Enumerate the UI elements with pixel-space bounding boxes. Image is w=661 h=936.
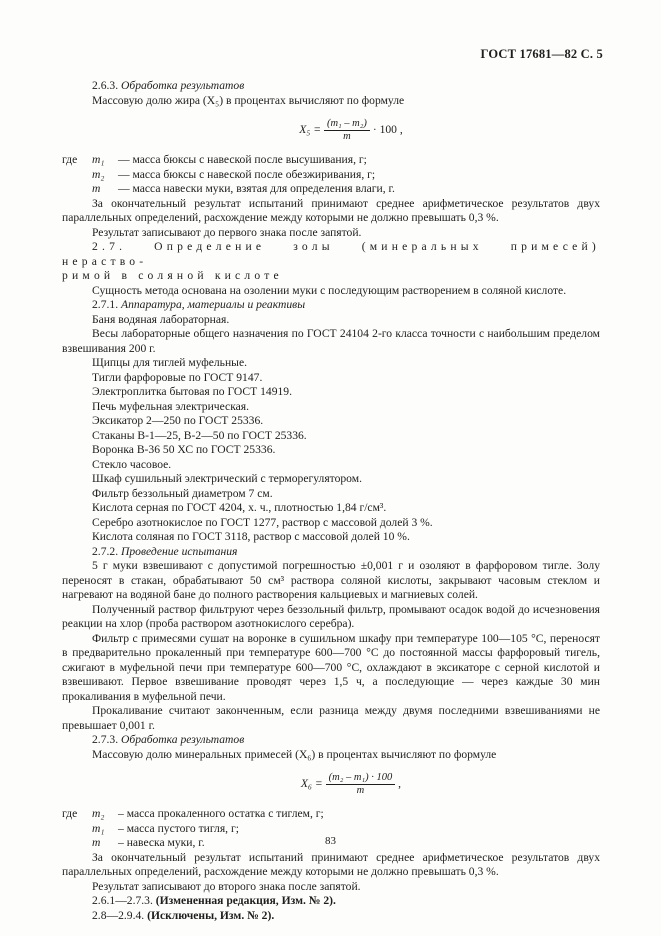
page-number: 83 <box>325 835 336 847</box>
amendment-note-2: 2.8—2.9.4. (Исключены, Изм. № 2). <box>92 908 275 922</box>
where-item: m – навеска муки, г. <box>92 836 205 849</box>
section-2-7-heading-line2: римой в соляной кислоте <box>62 269 283 282</box>
equipment-item: Стаканы В-1—25, В-2—50 по ГОСТ 25336. <box>92 428 307 442</box>
record-result-2: Результат записывают до второго знака после запятой. <box>92 879 361 893</box>
mass-fat-intro: Массовую долю жира (X₅) в процентах вычисляют по формуле <box>92 93 405 107</box>
section-2-7-2-heading: 2.7.2. Проведение испытания <box>92 544 238 558</box>
final-result-2: За окончательный результат испытаний принимают среднее арифметическое результатов двух параллельных определений, расхождение между которыми не должно превышать 0,3 %. <box>62 850 600 878</box>
mass-mineral-intro: Массовую долю минеральных примесей (X₆) в процентах вычисляют по формуле <box>92 747 497 761</box>
formula-x5: X₅ = $\frac{\text{(m₁ – m₂)}}{m}$ · 100 , <box>299 118 403 142</box>
record-result-1: Результат записывают до первого знака после запятой. <box>92 225 362 239</box>
equipment-item: Серебро азотнокислое по ГОСТ 1277, раствор с массовой долей 3 %. <box>92 515 433 529</box>
equipment-item: Стекло часовое. <box>92 457 172 471</box>
section-2-6-3-heading: 2.6.3. Обработка результатов <box>92 79 245 92</box>
equipment-item: Шкаф сушильный электрический с терморегулятором. <box>92 472 362 485</box>
equipment-item: Печь муфельная электрическая. <box>92 399 250 413</box>
equipment-list <box>62 313 600 545</box>
equipment-item: Тигли фарфоровые по ГОСТ 9147. <box>92 370 263 384</box>
procedure-paragraph: Фильтр с примесями сушат на воронке в сушильном шкафу при температуре 100—105 °С, переносят в предварительно прокаленный при температуре 600—700 °С до постоянной массы фарфоровый тигель, сжигают в муфельной печи при температуре 600—700 °С, охлаждают в эксикаторе с серной кислотой и взвешивают. Первое взвешивание проводят через 1,5 ч, а последующие — через каждые 30 мин прокаливания в муфельной печи. <box>62 631 600 703</box>
procedure-paragraph: Прокаливание считают законченным, если разница между двумя последними взвешиваниями не превышает 0,001 г. <box>62 704 600 732</box>
formula-x6: X₆ = $\frac{\text{(m₂ – m₁) · 100}}{m}$ , <box>300 772 402 796</box>
equipment-item: Электроплитка бытовая по ГОСТ 14919. <box>92 385 292 398</box>
where-item: где m₂ – масса прокаленного остатка с тиглем, г; <box>62 807 324 820</box>
equipment-item: Кислота соляная по ГОСТ 3118, раствор с массовой долей 10 %. <box>92 530 410 543</box>
method-essence: Сущность метода основана на озолении муки с последующим растворением в соляной кислоте. <box>92 283 567 297</box>
section-2-7-3-heading: 2.7.3. Обработка результатов <box>92 733 245 746</box>
equipment-item: Кислота серная по ГОСТ 4204, х. ч., плотностью 1,84 г/см³. <box>92 501 387 514</box>
equipment-item: Щипцы для тиглей муфельные. <box>92 356 247 369</box>
page-header: ГОСТ 17681—82 С. 5 <box>480 47 603 61</box>
where-list-1 <box>62 153 600 197</box>
procedure-paragraph: Полученный раствор фильтруют через беззольный фильтр, промывают осадок водой до исчезновения реакции на хлор (проба раствором азотнокислого серебра). <box>62 602 600 630</box>
equipment-item: Баня водяная лабораторная. <box>92 312 230 326</box>
amendment-note-1: 2.6.1—2.7.3. (Измененная редакция, Изм. № 2). <box>92 894 336 907</box>
document-body <box>62 79 600 923</box>
procedure-paragraph: 5 г муки взвешивают с допустимой погрешностью ±0,001 г и озоляют в фарфоровом тигле. Золу переносят в стакан, обрабатывают 50 см³ раствора соляной кислоты, закрывают часовым стеклом и нагревают на водяной бане до полного растворения кальциевых и магниевых солей. <box>62 559 600 601</box>
equipment-item: Фильтр беззольный диаметром 7 см. <box>92 486 273 500</box>
where-item: где m₁ — масса бюксы с навеской после высушивания, г; <box>62 153 367 166</box>
final-result-1: За окончательный результат испытаний принимают среднее арифметическое результатов двух параллельных определений, расхождение между которыми не должно превышать 0,3 %. <box>62 196 600 224</box>
section-2-7-heading-line1: 2.7. Определение золы (минеральных примесей) нераство- <box>62 240 600 268</box>
where-item: m — масса навески муки, взятая для определения влаги, г. <box>92 182 395 195</box>
section-2-7-1-heading: 2.7.1. Аппаратура, материалы и реактивы <box>92 298 306 311</box>
formula-x5-fraction: $\frac{\text{(m₁ – m₂)}}{m}$ <box>324 118 370 143</box>
where-item: m₁ – масса пустого тигля, г; <box>92 821 239 835</box>
equipment-item: Воронка В-36 50 ХС по ГОСТ 25336. <box>92 443 276 456</box>
equipment-item: Эксикатор 2—250 по ГОСТ 25336. <box>92 414 264 427</box>
where-item: m₂ — масса бюксы с навеской после обезжиривания, г; <box>92 167 376 181</box>
equipment-item: Весы лабораторные общего назначения по ГОСТ 24104 2-го класса точности с наибольшим пределом взвешивания 200 г. <box>62 327 600 355</box>
formula-x6-fraction: $\frac{\text{(m₂ – m₁) · 100}}{m}$ <box>326 772 396 797</box>
